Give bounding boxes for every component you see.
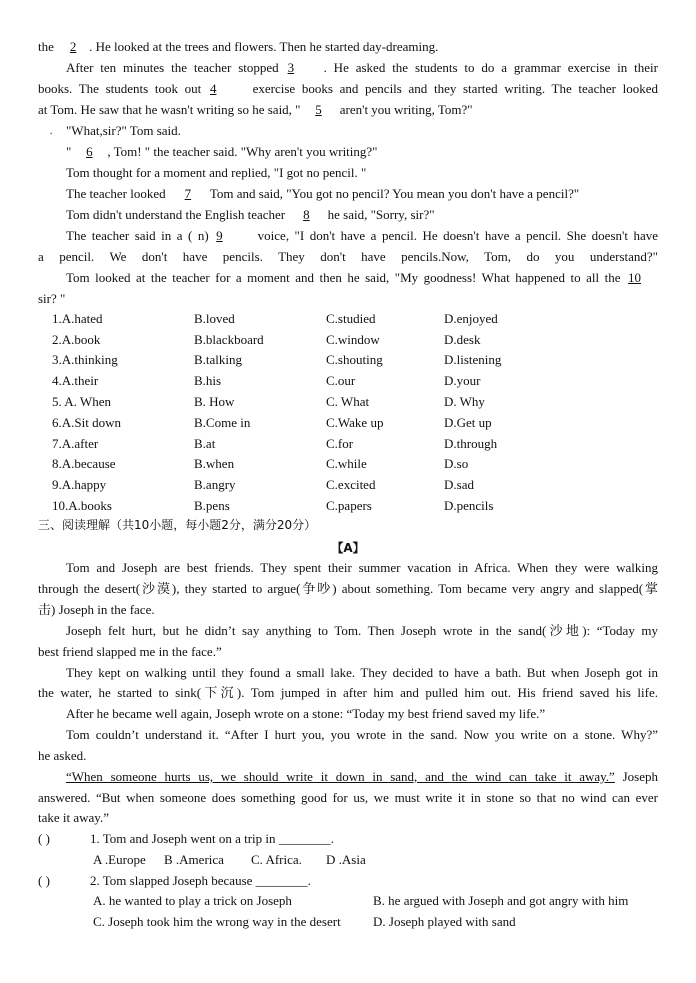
option-c: C.excited xyxy=(326,477,376,492)
passage-tag: 【A】 xyxy=(331,541,365,555)
option-d: D. Why xyxy=(444,394,485,409)
cloze-line-1: the 2 . He looked at the trees and flowers. Then he started day-dreaming. xyxy=(38,39,439,54)
cloze-line-6: " 6 , Tom! " the teacher said. "Why aren't you writing?" xyxy=(66,144,378,159)
cloze-line-5: "What,sir?" Tom said. xyxy=(66,123,181,138)
cloze-line-3: books. The students took out 4 exercise books and pencils and they started writing. The teacher looked xyxy=(38,81,658,96)
blank-10: 10 xyxy=(628,270,641,285)
question-2 xyxy=(38,873,311,888)
cloze-line-7: Tom thought for a moment and replied, "I got no pencil. " xyxy=(66,165,367,180)
passage-line: take it away.” xyxy=(38,810,109,825)
option-b: B.when xyxy=(194,456,235,471)
cloze-line-4: at Tom. He saw that he wasn't writing so he said, " 5 aren't you writing, Tom?" xyxy=(38,102,473,117)
blank-3: 3 xyxy=(287,60,295,75)
option-a: 4.A.their xyxy=(52,373,99,388)
option-d: D.sad xyxy=(444,477,474,492)
option-d: D.your xyxy=(444,373,481,388)
options-row-9 xyxy=(52,477,652,492)
option-b: B. How xyxy=(194,394,235,409)
passage-line: They kept on walking until they found a small lake. They decided to have a bath. But when Joseph got in xyxy=(66,665,658,680)
answer-paren: ( ) xyxy=(38,831,50,846)
option-d: D.enjoyed xyxy=(444,311,498,326)
cloze-line-11: a pencil. We don't have pencils. They don't have pencils.Now, Tom, do you understand?" xyxy=(38,249,658,264)
options-row-3 xyxy=(52,352,652,367)
option-c: C.studied xyxy=(326,311,376,326)
option-d: D.Get up xyxy=(444,415,492,430)
option-b: B.angry xyxy=(194,477,236,492)
blank-7: 7 xyxy=(184,186,192,201)
passage-line: through the desert(沙漠), they started to argue(争吵) about something. Tom became very angry and slapped(掌 xyxy=(38,581,658,596)
blank-6: 6 xyxy=(86,144,93,159)
passage-line: After he became well again, Joseph wrote on a stone: “Today my best friend saved my life.” xyxy=(66,706,546,721)
question-1 xyxy=(38,831,334,846)
option-d: D.through xyxy=(444,436,498,451)
option-c: C.papers xyxy=(326,498,372,513)
option-b: B.loved xyxy=(194,311,235,326)
options-row-6 xyxy=(52,415,652,430)
option-b: B.at xyxy=(194,436,216,451)
option-d: D.listening xyxy=(444,352,502,367)
option-b: B.his xyxy=(194,373,222,388)
option-c: C.window xyxy=(326,332,380,347)
option-a: 9.A.happy xyxy=(52,477,107,492)
option-c: C.for xyxy=(326,436,354,451)
bullet-mark: • xyxy=(50,130,53,138)
option-a: 8.A.because xyxy=(52,456,116,471)
passage-line: he asked. xyxy=(38,748,87,763)
option-a: 2.A.book xyxy=(52,332,101,347)
option-a: 3.A.thinking xyxy=(52,352,118,367)
answer-paren: ( ) xyxy=(38,873,50,888)
blank-5: 5 xyxy=(315,102,322,117)
cloze-line-10: The teacher said in a ( n) 9 voice, "I don't have a pencil. He doesn't have a pencil. She doesn't have xyxy=(66,228,658,243)
passage-line: Joseph felt hurt, but he didn’t say anything to Tom. Then Joseph wrote in the sand(沙地): “Today my xyxy=(66,623,658,638)
passage-line: Tom and Joseph are best friends. They spent their summer vacation in Africa. When they were walking xyxy=(66,560,658,575)
option-b: B.pens xyxy=(194,498,230,513)
option-c: C.our xyxy=(326,373,356,388)
q2-option-c: C. Joseph took him the wrong way in the desert xyxy=(93,914,341,929)
options-row-4 xyxy=(52,373,652,388)
options-row-5 xyxy=(52,394,652,409)
cloze-line-2: After ten minutes the teacher stopped 3 . He asked the students to do a grammar exercise in their xyxy=(66,60,658,75)
option-c: C.shouting xyxy=(326,352,383,367)
blank-8: 8 xyxy=(303,207,310,222)
passage-line: best friend slapped me in the face.” xyxy=(38,644,222,659)
blank-9: 9 xyxy=(216,228,223,243)
section-title: 三、阅读理解（共10小题，每小题2分，满分20分） xyxy=(38,518,317,532)
option-b: B.Come in xyxy=(194,415,251,430)
options-row-10 xyxy=(52,498,652,513)
options-row-7 xyxy=(52,436,652,451)
cloze-line-9: Tom didn't understand the English teacher 8 he said, "Sorry, sir?" xyxy=(66,207,435,222)
option-a: 5. A. When xyxy=(52,394,111,409)
options-row-8 xyxy=(52,456,652,471)
q1-option-a: A .Europe xyxy=(93,852,146,867)
options-row-1 xyxy=(52,311,652,326)
option-a: 1.A.hated xyxy=(52,311,103,326)
passage-line: answered. “But when someone does something good for us, we must write it in stone so that no wind can ever xyxy=(38,790,658,805)
passage-line: 击) Joseph in the face. xyxy=(38,602,155,617)
options-row-2 xyxy=(52,332,652,347)
underlined-quote: “When someone hurts us, we should write it down in sand, and the wind can take it away.” xyxy=(66,769,615,784)
option-a: 7.A.after xyxy=(52,436,99,451)
blank-4: 4 xyxy=(209,81,217,96)
q2-option-a: A. he wanted to play a trick on Joseph xyxy=(93,893,292,908)
q2-option-d: D. Joseph played with sand xyxy=(373,914,516,929)
q1-option-d: D .Asia xyxy=(326,852,366,867)
option-a: 10.A.books xyxy=(52,498,112,513)
q1-option-b: B .America xyxy=(164,852,224,867)
option-b: B.talking xyxy=(194,352,243,367)
cloze-line-13: sir? " xyxy=(38,291,66,306)
question-stem: 1. Tom and Joseph went on a trip in ________. xyxy=(90,831,335,846)
passage-line: “When someone hurts us, we should write it down in sand, and the wind can take it away.” Joseph xyxy=(66,769,658,784)
option-c: C. What xyxy=(326,394,370,409)
cloze-line-12: Tom looked at the teacher for a moment and then he said, "My goodness! What happened to all the 10 xyxy=(66,270,658,285)
option-d: D.pencils xyxy=(444,498,494,513)
option-a: 6.A.Sit down xyxy=(52,415,121,430)
option-d: D.desk xyxy=(444,332,481,347)
q2-option-b: B. he argued with Joseph and got angry with him xyxy=(373,893,629,908)
question-stem: 2. Tom slapped Joseph because ________. xyxy=(90,873,311,888)
cloze-line-8: The teacher looked 7 Tom and said, "You got no pencil? You mean you don't have a pencil?" xyxy=(66,186,580,201)
blank-2: 2 xyxy=(69,39,77,54)
option-c: C.Wake up xyxy=(326,415,384,430)
option-d: D.so xyxy=(444,456,469,471)
passage-line: the water, he started to sink(下沉). Tom jumped in after him and pulled him out. His friend saved his life. xyxy=(38,685,658,700)
passage-line: Tom couldn’t understand it. “After I hurt you, you wrote in the sand. Now you write on a stone. Why?” xyxy=(66,727,658,742)
q1-option-c: C. Africa. xyxy=(251,852,302,867)
option-c: C.while xyxy=(326,456,367,471)
option-b: B.blackboard xyxy=(194,332,264,347)
